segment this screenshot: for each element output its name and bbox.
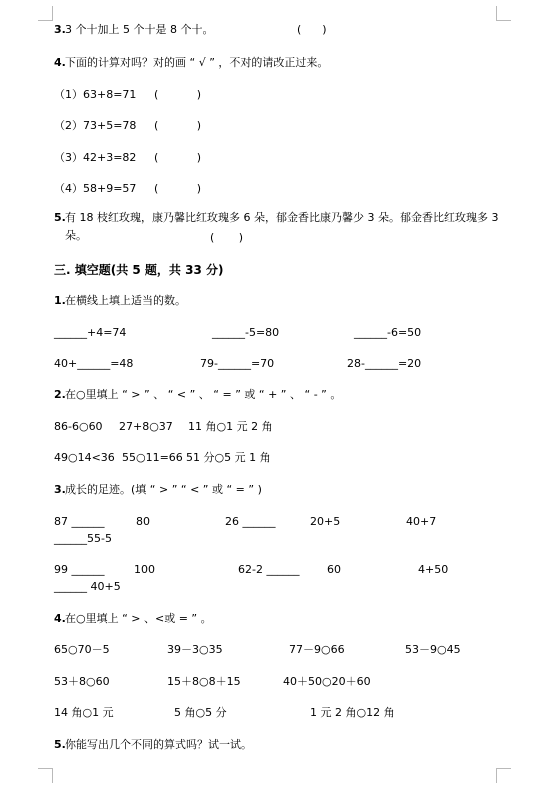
- compare-item[interactable]: 15＋8○8＋15: [167, 675, 241, 688]
- question-text: 有 18 枝红玫瑰，康乃馨比红玫瑰多 6 朵，郁金香比康乃馨少 3 朵。郁金香比红玫瑰多 3 朵。: [65, 211, 499, 242]
- compare-item[interactable]: 65○70－5: [54, 643, 110, 656]
- question-number: 5.: [54, 738, 66, 751]
- question-number: 2.: [54, 388, 66, 401]
- question-number: 4.: [54, 612, 66, 625]
- compare-item[interactable]: 51 分○5 元 1 角: [186, 451, 271, 464]
- compare-blank[interactable]: ______55-5: [54, 532, 112, 545]
- compare-item[interactable]: 86-6○60: [54, 420, 103, 433]
- compare-item[interactable]: 40＋50○20＋60: [283, 675, 371, 688]
- compare-value: 40+7: [406, 515, 437, 528]
- judgement-item: （3）42+3=82: [54, 151, 137, 164]
- compare-value: 60: [327, 563, 341, 576]
- compare-item[interactable]: 53＋8○60: [54, 675, 110, 688]
- question-prompt: 你能写出几个不同的算式吗？试一试。: [65, 738, 252, 751]
- question-number: 4.: [54, 56, 66, 69]
- compare-blank[interactable]: 26 ______: [225, 515, 276, 528]
- compare-value: 100: [134, 563, 155, 576]
- compare-blank[interactable]: 87 ______: [54, 515, 105, 528]
- compare-value: 20+5: [310, 515, 341, 528]
- question-prompt: 成长的足迹。(填 “ > ” “ < ” 或 “ = ” ): [65, 483, 262, 496]
- question-number: 5.: [54, 211, 66, 224]
- compare-blank[interactable]: ______ 40+5: [54, 580, 121, 593]
- answer-parentheses[interactable]: ( ): [297, 23, 327, 36]
- judgement-item: （2）73+5=78: [54, 119, 137, 132]
- question-text: 3 个十加上 5 个十是 8 个十。: [65, 23, 214, 36]
- question-prompt: 下面的计算对吗？对的画 “ √ ” ，不对的请改正过来。: [65, 56, 329, 69]
- fill-blank-item[interactable]: 40+______=48: [54, 357, 134, 370]
- question-number: 3.: [54, 23, 66, 36]
- fill-blank-item[interactable]: 79-______=70: [200, 357, 275, 370]
- compare-item[interactable]: 5 角○5 分: [174, 706, 227, 719]
- compare-item[interactable]: 14 角○1 元: [54, 706, 114, 719]
- compare-item[interactable]: 1 元 2 角○12 角: [310, 706, 395, 719]
- compare-item[interactable]: 53－9○45: [405, 643, 461, 656]
- compare-item[interactable]: 55○11=66: [122, 451, 183, 464]
- fill-blank-item[interactable]: ______-6=50: [354, 326, 422, 339]
- page-corner-mark: [38, 6, 53, 21]
- question-number: 1.: [54, 294, 66, 307]
- page-corner-mark: [496, 768, 511, 783]
- fill-blank-item[interactable]: 28-______=20: [347, 357, 422, 370]
- compare-item[interactable]: 39－3○35: [167, 643, 223, 656]
- judgement-item: （1）63+8=71: [54, 88, 137, 101]
- fill-blank-item[interactable]: ______+4=74: [54, 326, 127, 339]
- compare-item[interactable]: 77－9○66: [289, 643, 345, 656]
- question-number: 3.: [54, 483, 66, 496]
- compare-item[interactable]: 11 角○1 元 2 角: [188, 420, 273, 433]
- answer-parentheses[interactable]: ( ): [154, 182, 202, 195]
- section-heading: 三. 填空题(共 5 题，共 33 分): [54, 263, 224, 277]
- page-corner-mark: [38, 768, 53, 783]
- question-prompt: 在○里填上 “ > ” 、 “ < ” 、 “ = ” 或 “ + ” 、 “ - ” 。: [65, 388, 342, 401]
- compare-value: 80: [136, 515, 150, 528]
- compare-item[interactable]: 27+8○37: [119, 420, 173, 433]
- compare-value: 4+50: [418, 563, 449, 576]
- question-prompt: 在横线上填上适当的数。: [65, 294, 186, 307]
- compare-blank[interactable]: 62-2 ______: [238, 563, 300, 576]
- answer-parentheses[interactable]: ( ): [154, 119, 202, 132]
- page-corner-mark: [496, 6, 511, 21]
- answer-parentheses[interactable]: ( ): [154, 88, 202, 101]
- question-prompt: 在○里填上 “ > 、<或 = ” 。: [65, 612, 212, 625]
- fill-blank-item[interactable]: ______-5=80: [212, 326, 280, 339]
- answer-parentheses[interactable]: ( ): [154, 151, 202, 164]
- answer-parentheses[interactable]: ( ): [210, 231, 244, 244]
- compare-blank[interactable]: 99 ______: [54, 563, 105, 576]
- compare-item[interactable]: 49○14<36: [54, 451, 115, 464]
- judgement-item: （4）58+9=57: [54, 182, 137, 195]
